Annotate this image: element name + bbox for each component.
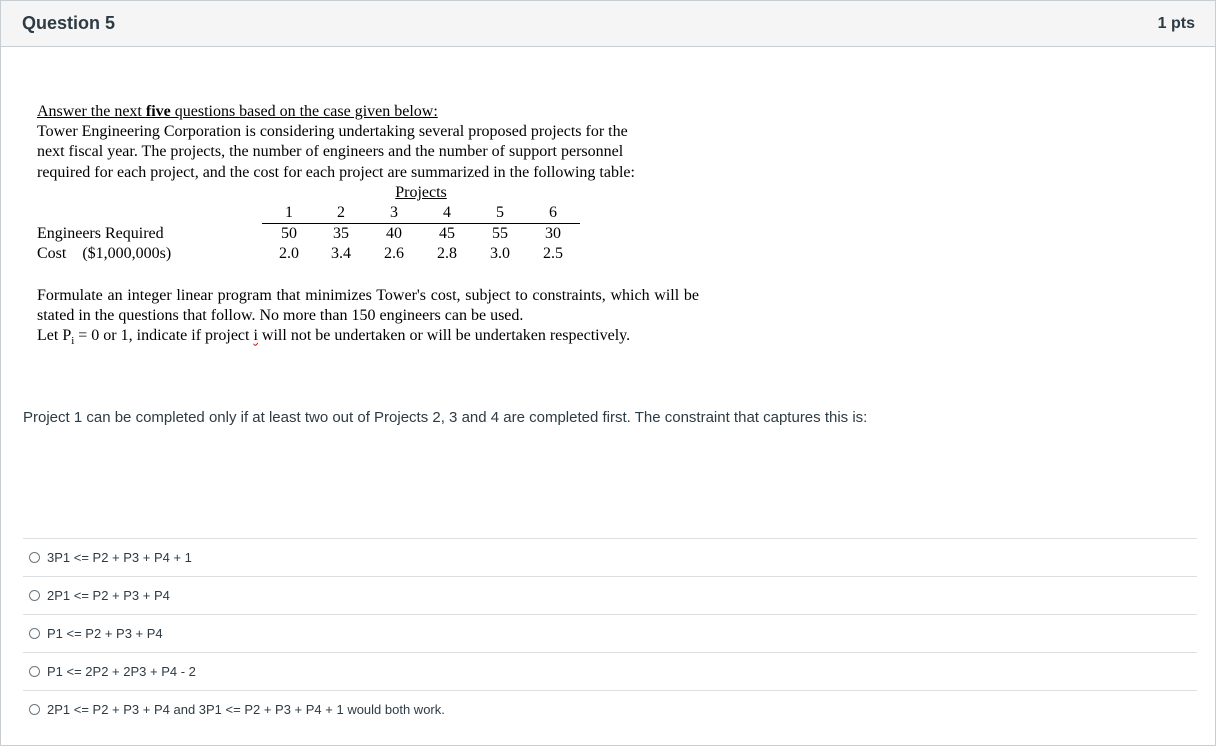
answer-list bbox=[23, 538, 1197, 728]
answer-option[interactable] bbox=[23, 652, 1197, 690]
table-col-header: 5 bbox=[496, 204, 504, 221]
table-row-label: Engineers Required bbox=[37, 225, 164, 242]
radio-button[interactable] bbox=[29, 704, 40, 715]
table-cell: 2.0 bbox=[279, 245, 299, 262]
table-col-header: 3 bbox=[390, 204, 398, 221]
answer-label: P1 <= 2P2 + 2P3 + P4 - 2 bbox=[47, 664, 196, 679]
table-cell: 2.8 bbox=[437, 245, 457, 262]
answer-label: 2P1 <= P2 + P3 + P4 bbox=[47, 588, 170, 603]
answer-option[interactable] bbox=[23, 538, 1197, 576]
case-intro-line: Tower Engineering Corporation is considering undertaking several proposed projects for the bbox=[37, 123, 628, 141]
table-cell: 40 bbox=[386, 225, 402, 242]
question-title: Question 5 bbox=[22, 13, 116, 33]
answer-option[interactable] bbox=[23, 576, 1197, 614]
table-row-label: Cost ($1,000,000s) bbox=[37, 245, 172, 262]
case-intro-line: required for each project, and the cost for each project are summarized in the following table: bbox=[37, 163, 635, 181]
table-col-header: 2 bbox=[337, 204, 345, 221]
case-heading-bold: five bbox=[145, 103, 171, 120]
radio-button[interactable] bbox=[29, 628, 40, 639]
table-col-header: 4 bbox=[443, 204, 451, 221]
question-header bbox=[1, 1, 1215, 47]
table-col-header: 6 bbox=[549, 204, 557, 221]
radio-button[interactable] bbox=[29, 666, 40, 677]
projects-label: Projects bbox=[395, 184, 447, 201]
formulate-paragraph: Formulate an integer linear program that minimizes Tower's cost, subject to constraints, which will be stated in the questions that follow. No more than 150 engineers can be used. Let $P_i = 0$ or 1, indicate if project i will not be undertaken or will be undertaken respectively. bbox=[37, 287, 699, 348]
answer-option[interactable] bbox=[23, 690, 1197, 728]
answer-label: 3P1 <= P2 + P3 + P4 + 1 bbox=[47, 550, 192, 565]
table-cell: 50 bbox=[281, 225, 297, 242]
radio-button[interactable] bbox=[29, 552, 40, 563]
table-cell: 3.0 bbox=[490, 245, 510, 262]
answer-option[interactable] bbox=[23, 614, 1197, 652]
table-cell: 3.4 bbox=[331, 245, 351, 262]
table-col-header: 1 bbox=[285, 204, 293, 221]
answer-label: 2P1 <= P2 + P3 + P4 and 3P1 <= P2 + P3 + P4 + 1 would both work. bbox=[47, 702, 445, 717]
table-cell: 30 bbox=[545, 225, 561, 242]
table-cell: 2.5 bbox=[543, 245, 563, 262]
question-prompt: Project 1 can be completed only if at least two out of Projects 2, 3 and 4 are completed first. The constraint that captures this is: bbox=[23, 409, 868, 426]
table-cell: 35 bbox=[333, 225, 349, 242]
question-points: 1 pts bbox=[1157, 14, 1195, 32]
case-heading: Answer the next five questions based on the case given below: bbox=[37, 103, 438, 120]
table-cell: 55 bbox=[492, 225, 508, 242]
radio-button[interactable] bbox=[29, 590, 40, 601]
case-image bbox=[37, 102, 702, 348]
case-intro-line: next fiscal year. The projects, the number of engineers and the number of support personnel bbox=[37, 143, 624, 161]
answer-label: P1 <= P2 + P3 + P4 bbox=[47, 626, 163, 641]
table-cell: 2.6 bbox=[384, 245, 404, 262]
table-cell: 45 bbox=[439, 225, 455, 242]
